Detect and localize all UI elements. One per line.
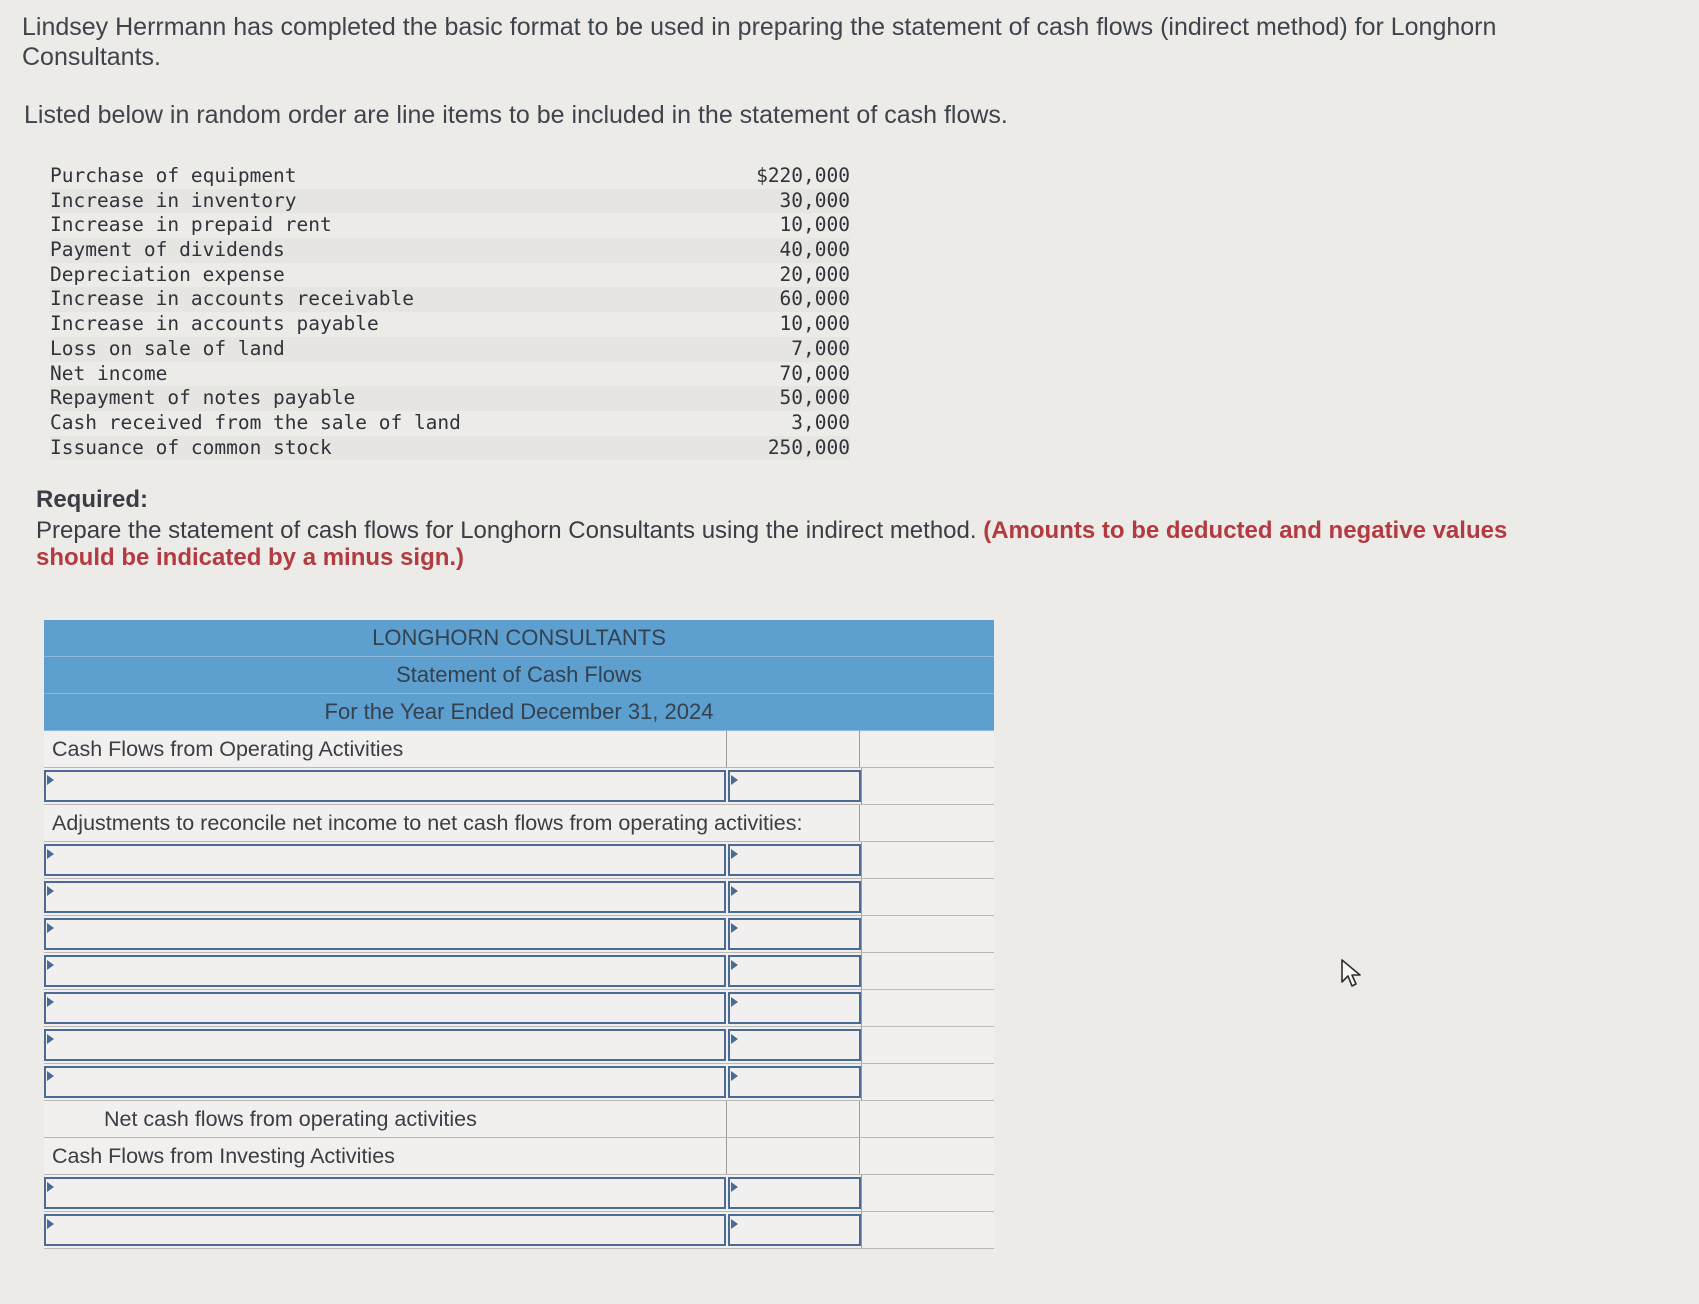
dropdown-arrow-icon xyxy=(47,1071,54,1081)
line-item-amount: 3,000 xyxy=(791,410,850,434)
amount-cell xyxy=(726,805,859,841)
cash-flow-worksheet xyxy=(44,620,994,1249)
line-item-label: Repayment of notes payable xyxy=(50,386,356,410)
amount-input[interactable] xyxy=(728,1177,861,1209)
line-item-amount: 40,000 xyxy=(779,238,850,262)
input-row xyxy=(44,1027,994,1064)
dropdown-arrow-icon xyxy=(731,960,738,970)
statement-header xyxy=(44,620,994,731)
line-item-select[interactable] xyxy=(44,844,726,876)
line-item-amount: 70,000 xyxy=(779,361,850,385)
line-item-amount: 7,000 xyxy=(791,336,850,360)
line-item-select[interactable] xyxy=(44,1066,726,1098)
amount-input[interactable] xyxy=(728,1066,861,1098)
line-item-label: Increase in prepaid rent xyxy=(50,213,332,237)
total-cell xyxy=(861,768,994,804)
adjustments-label: Adjustments to reconcile net income to net cash flows from operating activities: xyxy=(52,811,803,835)
line-item-label: Net income xyxy=(50,361,168,385)
line-item-select[interactable] xyxy=(44,1214,726,1246)
total-cell xyxy=(861,990,994,1026)
required-heading: Required: xyxy=(36,486,149,513)
dropdown-arrow-icon xyxy=(47,960,54,970)
statement-title: Statement of Cash Flows xyxy=(44,657,994,694)
adjustments-row xyxy=(44,805,994,842)
line-item-label: Increase in accounts receivable xyxy=(50,287,414,311)
dropdown-arrow-icon xyxy=(731,775,738,785)
total-cell xyxy=(859,1138,994,1174)
input-row xyxy=(44,916,994,953)
mouse-pointer-icon xyxy=(1340,958,1362,988)
line-item-label: Increase in accounts payable xyxy=(50,312,379,336)
net-operating-row xyxy=(44,1101,994,1138)
line-item xyxy=(50,312,850,337)
total-cell xyxy=(861,1064,994,1100)
line-item xyxy=(50,337,850,362)
line-item-amount: 50,000 xyxy=(779,386,850,410)
dropdown-arrow-icon xyxy=(731,1182,738,1192)
amount-input[interactable] xyxy=(728,992,861,1024)
line-item-label: Loss on sale of land xyxy=(50,336,285,360)
total-cell xyxy=(861,1175,994,1211)
line-item xyxy=(50,386,850,411)
total-cell xyxy=(861,953,994,989)
line-item-select[interactable] xyxy=(44,881,726,913)
dropdown-arrow-icon xyxy=(731,886,738,896)
line-item-select[interactable] xyxy=(44,992,726,1024)
amount-cell xyxy=(726,731,859,767)
line-item-label: Increase in inventory xyxy=(50,188,297,212)
dropdown-arrow-icon xyxy=(731,1219,738,1229)
amount-input[interactable] xyxy=(728,770,861,802)
line-item-amount: 10,000 xyxy=(779,312,850,336)
line-item xyxy=(50,436,850,461)
total-cell xyxy=(859,805,994,841)
dropdown-arrow-icon xyxy=(47,1182,54,1192)
line-item-label: Payment of dividends xyxy=(50,238,285,262)
line-item xyxy=(50,362,850,387)
intro-listed-text: Listed below in random order are line items to be included in the statement of cash flows. xyxy=(24,101,1008,129)
required-text: Prepare the statement of cash flows for Longhorn Consultants using the indirect method. xyxy=(36,517,977,544)
amount-input[interactable] xyxy=(728,1029,861,1061)
input-row xyxy=(44,990,994,1027)
input-row xyxy=(44,953,994,990)
line-item xyxy=(50,411,850,436)
input-row xyxy=(44,768,994,805)
required-instructions xyxy=(36,517,1536,571)
line-item-amount: 20,000 xyxy=(779,262,850,286)
required-note: (Amounts to be deducted and negative values should be indicated by a minus sign.) xyxy=(36,517,1508,571)
dropdown-arrow-icon xyxy=(731,997,738,1007)
dropdown-arrow-icon xyxy=(47,923,54,933)
total-cell xyxy=(861,916,994,952)
total-cell xyxy=(861,879,994,915)
dropdown-arrow-icon xyxy=(47,886,54,896)
net-operating-label: Net cash flows from operating activities xyxy=(104,1107,477,1131)
input-row xyxy=(44,879,994,916)
total-cell xyxy=(861,1027,994,1063)
line-item xyxy=(50,189,850,214)
dropdown-arrow-icon xyxy=(731,849,738,859)
amount-input[interactable] xyxy=(728,918,861,950)
statement-period: For the Year Ended December 31, 2024 xyxy=(44,694,994,731)
company-name: LONGHORN CONSULTANTS xyxy=(44,620,994,657)
investing-heading: Cash Flows from Investing Activities xyxy=(52,1144,395,1168)
operating-heading-row xyxy=(44,731,994,768)
line-items-list xyxy=(50,164,850,460)
dropdown-arrow-icon xyxy=(47,849,54,859)
line-item-select[interactable] xyxy=(44,955,726,987)
amount-input[interactable] xyxy=(728,955,861,987)
line-item xyxy=(50,263,850,288)
amount-input[interactable] xyxy=(728,844,861,876)
input-row xyxy=(44,842,994,879)
dropdown-arrow-icon xyxy=(731,1034,738,1044)
dropdown-arrow-icon xyxy=(47,1219,54,1229)
line-item-label: Cash received from the sale of land xyxy=(50,410,461,434)
input-row xyxy=(44,1175,994,1212)
line-item xyxy=(50,164,850,189)
investing-heading-row xyxy=(44,1138,994,1175)
line-item-amount: $220,000 xyxy=(756,164,850,187)
line-item-label: Issuance of common stock xyxy=(50,435,332,459)
dropdown-arrow-icon xyxy=(731,1071,738,1081)
operating-heading: Cash Flows from Operating Activities xyxy=(52,737,404,761)
amount-cell xyxy=(726,1138,859,1174)
input-row xyxy=(44,1212,994,1249)
dropdown-arrow-icon xyxy=(47,1034,54,1044)
line-item-select[interactable] xyxy=(44,918,726,950)
line-item-amount: 10,000 xyxy=(779,213,850,237)
dropdown-arrow-icon xyxy=(47,775,54,785)
line-item xyxy=(50,287,850,312)
total-cell[interactable] xyxy=(859,1101,994,1137)
line-item-select[interactable] xyxy=(44,1177,726,1209)
amount-cell xyxy=(726,1101,859,1137)
line-item-label: Purchase of equipment xyxy=(50,164,297,187)
dropdown-arrow-icon xyxy=(47,997,54,1007)
line-item xyxy=(50,213,850,238)
total-cell xyxy=(859,731,994,767)
line-item-select[interactable] xyxy=(44,770,726,802)
line-item-amount: 30,000 xyxy=(779,188,850,212)
total-cell xyxy=(861,1212,994,1248)
line-item-amount: 60,000 xyxy=(779,287,850,311)
amount-input[interactable] xyxy=(728,881,861,913)
amount-input[interactable] xyxy=(728,1214,861,1246)
line-item-amount: 250,000 xyxy=(767,435,850,459)
total-cell xyxy=(861,842,994,878)
line-item-select[interactable] xyxy=(44,1029,726,1061)
line-item xyxy=(50,238,850,263)
dropdown-arrow-icon xyxy=(731,923,738,933)
line-item-label: Depreciation expense xyxy=(50,262,285,286)
input-row xyxy=(44,1064,994,1101)
intro-paragraph: Lindsey Herrmann has completed the basic format to be used in preparing the statement of cash flows (indirect method) for Longhorn Consultants. xyxy=(22,13,1497,71)
